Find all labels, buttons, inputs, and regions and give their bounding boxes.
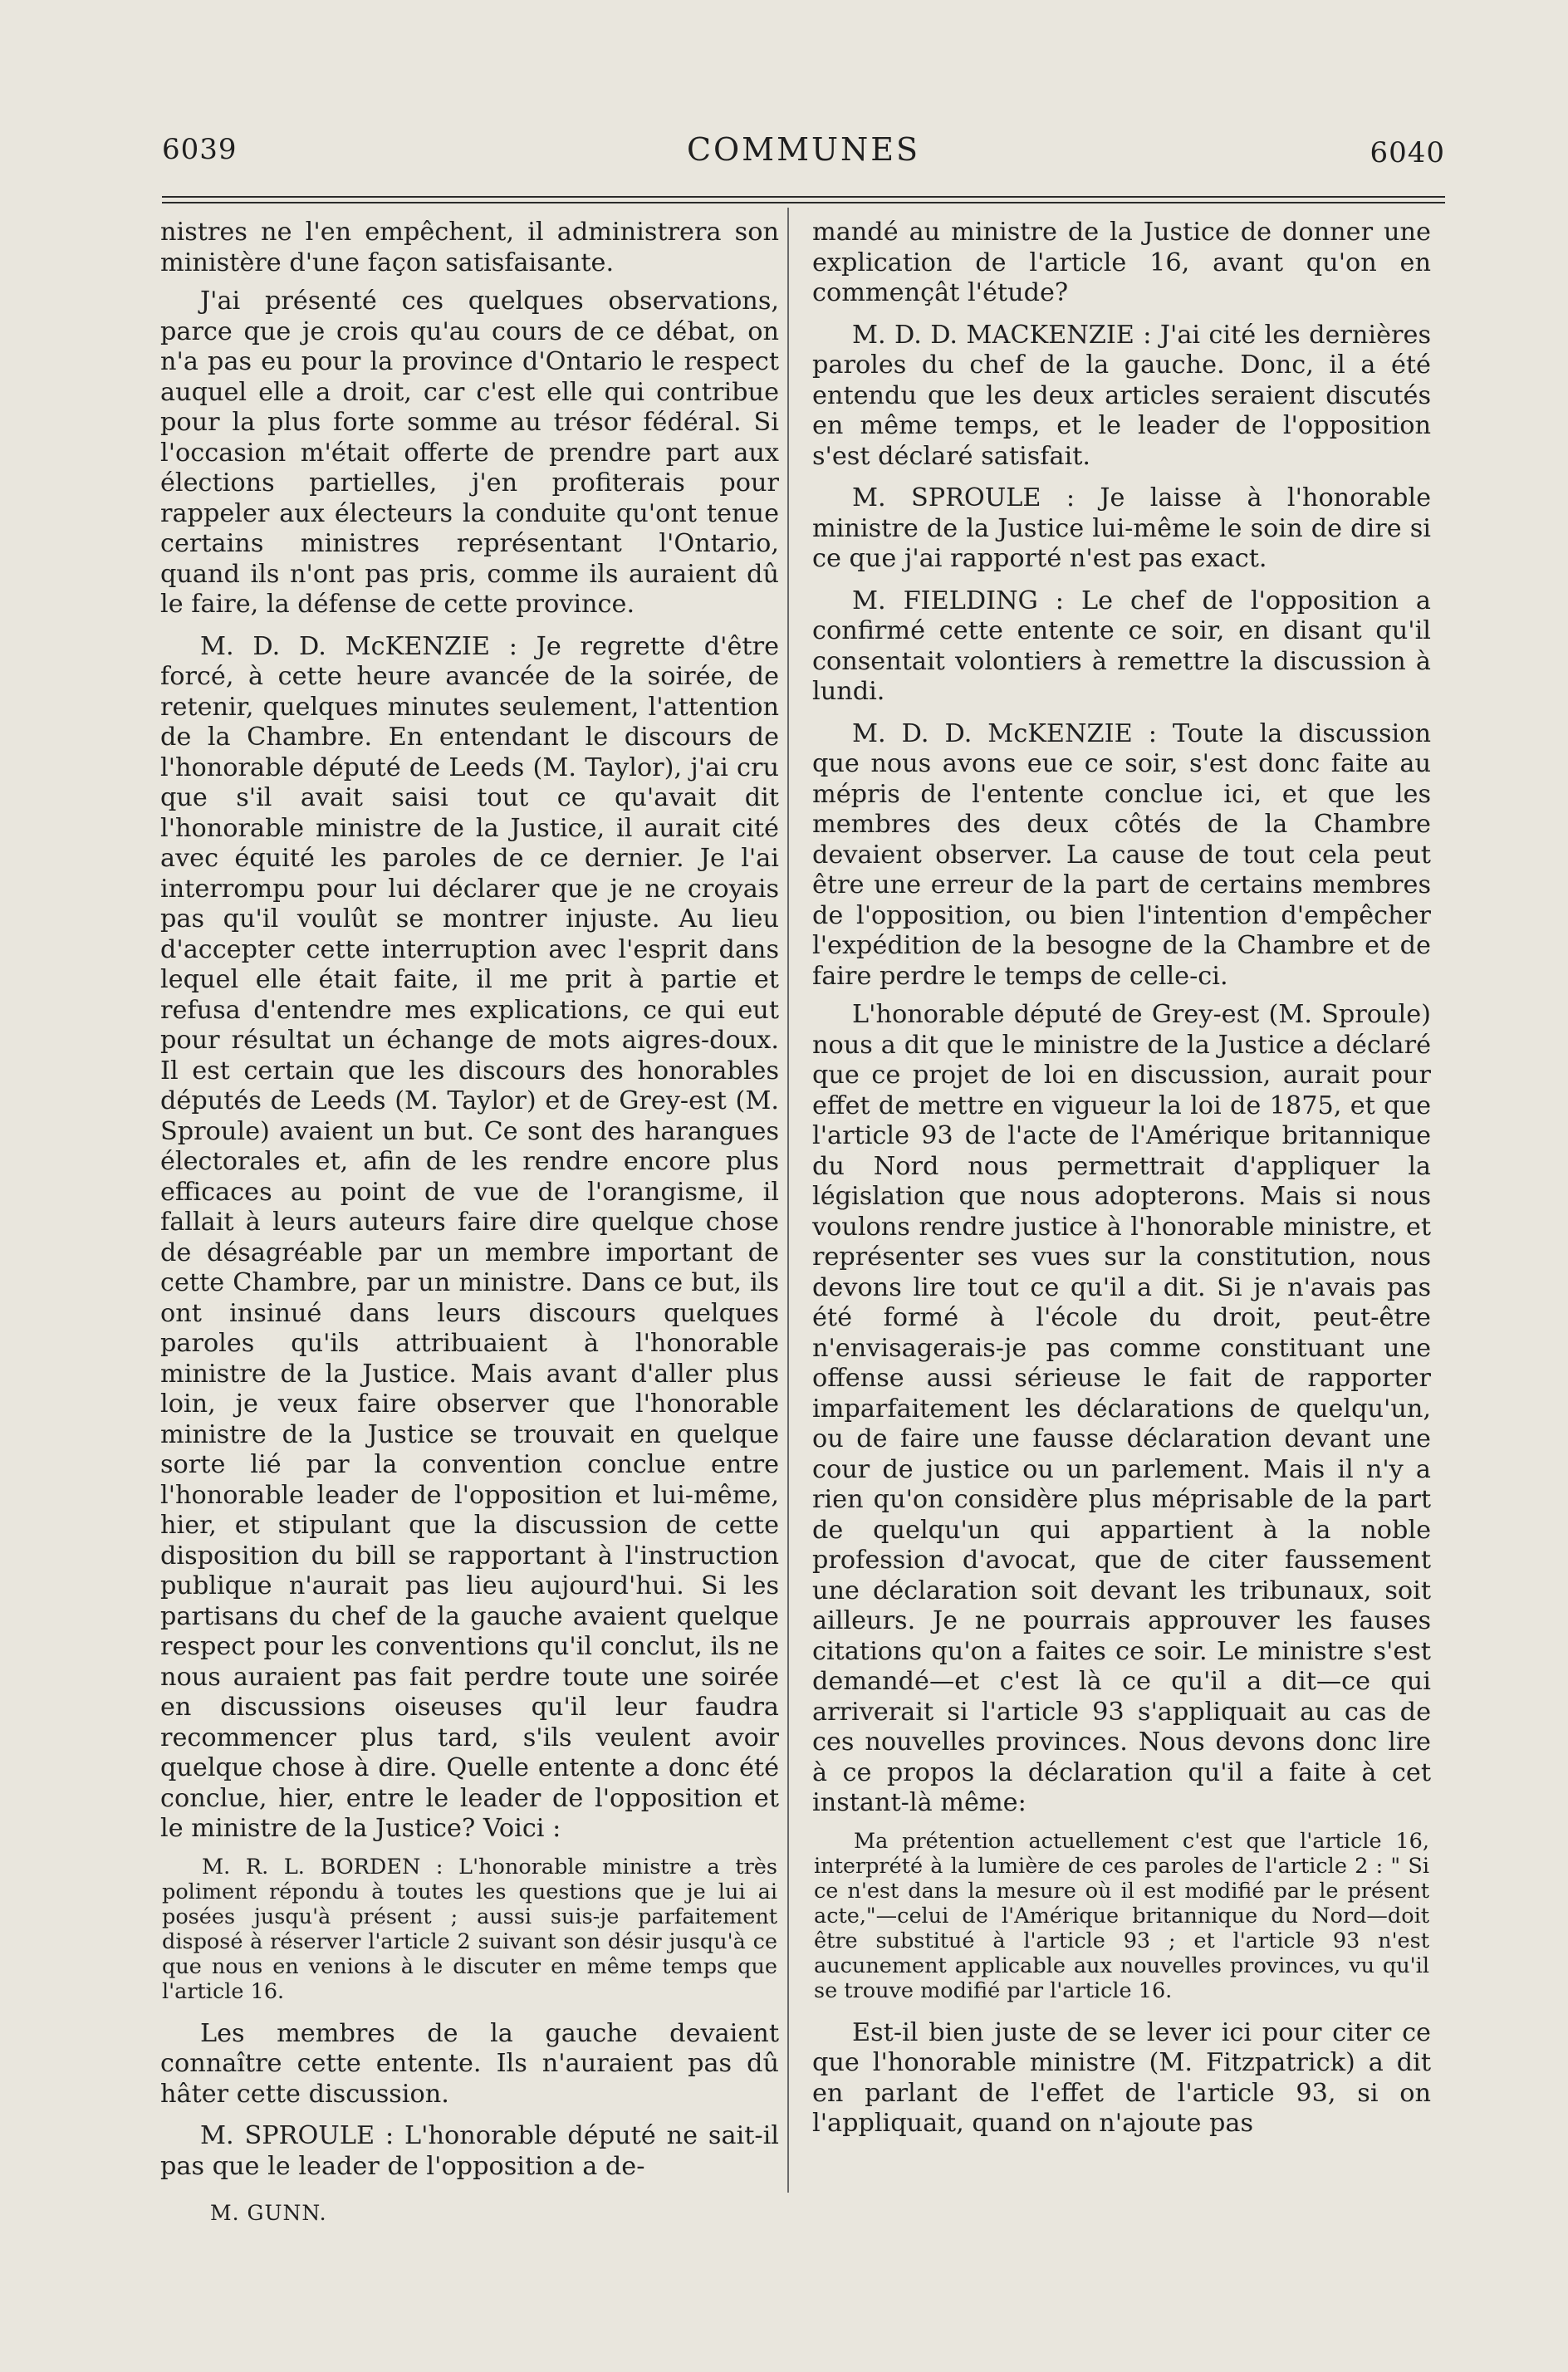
header-rule-bottom xyxy=(162,202,1445,203)
header-rule-top xyxy=(162,196,1445,198)
page-title: COMMUNES xyxy=(686,131,921,168)
right-paragraph-1: mandé au ministre de la Justice de donner une explication de l'article 16, avant qu'on en commençât l'étude? xyxy=(812,218,1431,307)
left-paragraph-5: M. SPROULE : L'honorable député ne sait-il pas que le leader de l'opposition a de- xyxy=(160,2121,779,2181)
right-paragraph-2: M. D. D. MACKENZIE : J'ai cité les dernières paroles du chef de la gauche. Donc, il a été entendu que les deux articles seraient discutés en même temps, et le leader de l'opposition s'est déclaré satisfait. xyxy=(812,320,1431,471)
right-block-quote: Ma prétention actuellement c'est que l'article 16, interprété à la lumière de ces paroles de l'article 2 : " Si ce n'est dans la mesure où il est modifié par le présent acte,"—celui de l'Amérique britannique du Nord—doit être substitué à l'article 93 ; et l'article 93 n'est aucunement applicable aux nouvelles provinces, vu qu'il se trouve modifié par l'article 16. xyxy=(814,1828,1429,2003)
left-column xyxy=(160,218,779,2229)
left-paragraph-1: nistres ne l'en empêchent, il administrera son ministère d'une façon satisfaisante. xyxy=(160,218,779,277)
page-header xyxy=(162,133,1445,174)
right-column xyxy=(812,218,1431,2148)
column-divider xyxy=(787,208,789,2193)
right-paragraph-3: M. SPROULE : Je laisse à l'honorable ministre de la Justice lui-même le soin de dire si ce que j'ai rapporté n'est pas exact. xyxy=(812,483,1431,573)
left-paragraph-2: J'ai présenté ces quelques observations, parce que je crois qu'au cours de ce débat, on n'a pas eu pour la province d'Ontario le respect auquel elle a droit, car c'est elle qui contribue pour la plus forte somme au trésor fédéral. Si l'occasion m'était offerte de prendre part aux élections partielles, j'en profiterais pour rappeler aux électeurs la conduite qu'ont tenue certains ministres représentant l'Ontario, quand ils n'ont pas pris, comme ils auraient dû le faire, la défense de cette province. xyxy=(160,287,779,619)
left-paragraph-4: Les membres de la gauche devaient connaître cette entente. Ils n'auraient pas dû hâter cette discussion. xyxy=(160,2018,779,2109)
right-paragraph-4: M. FIELDING : Le chef de l'opposition a confirmé cette entente ce soir, en disant qu'il consentait volontiers à remettre la discussion à lundi. xyxy=(812,586,1431,706)
right-paragraph-7: Est-il bien juste de se lever ici pour citer ce que l'honorable ministre (M. Fitzpatrick) a dit en parlant de l'effet de l'article 93, si on l'appliquait, quand on n'ajoute pas xyxy=(812,2017,1431,2138)
right-page-number: 6040 xyxy=(1370,136,1445,169)
left-block-quote: M. R. L. BORDEN : L'honorable ministre a très poliment répondu à toutes les questions que je lui ai posées jusqu'à présent ; aussi suis-je parfaitement disposé à réserver l'article 2 suivant son désir jusqu'à ce que nous en venions à le discuter en même temps que l'article 16. xyxy=(162,1854,777,2004)
right-paragraph-6: L'honorable député de Grey-est (M. Sproule) nous a dit que le ministre de la Justice a déclaré que ce projet de loi en discussion, aurait pour effet de mettre en vigueur la loi de 1875, et que l'article 93 de l'acte de l'Amérique britannique du Nord nous permettrait d'appliquer la législation que nous adopterons. Mais si nous voulons rendre justice à l'honorable ministre, et représenter ses vues sur la constitution, nous devons lire tout ce qu'il a dit. Si je n'avais pas été formé à l'école du droit, peut-être n'envisagerais-je pas comme constituant une offense aussi sérieuse le fait de rapporter imparfaitement les déclarations de quelqu'un, ou de faire une fausse déclaration devant une cour de justice ou un parlement. Mais il n'y a rien qu'on considère plus méprisable de la part de quelqu'un qui appartient à la noble profession d'avocat, que de citer faussement une déclaration soit devant les tribunaux, soit ailleurs. Je ne pourrais approuver les fauses citations qu'on a faites ce soir. Le ministre s'est demandé—et c'est là ce qu'il a dit—ce qui arriverait si l'article 93 s'appliquait au cas de ces nouvelles provinces. Nous devons donc lire à ce propos la déclaration qu'il a faite à cet instant-là même: xyxy=(812,1000,1431,1817)
left-page-number: 6039 xyxy=(162,133,238,166)
left-paragraph-3: M. D. D. McKENZIE : Je regrette d'être forcé, à cette heure avancée de la soirée, de retenir, quelques minutes seulement, l'attention de la Chambre. En entendant le discours de l'honorable député de Leeds (M. Taylor), j'ai cru que s'il avait saisi tout ce qu'avait dit l'honorable ministre de la Justice, il aurait cité avec équité les paroles de ce dernier. Je l'ai interrompu pour lui déclarer que je ne croyais pas qu'il voulût se montrer injuste. Au lieu d'accepter cette interruption avec l'esprit dans lequel elle était faite, il me prit à partie et refusa d'entendre mes explications, ce qui eut pour résultat un échange de mots aigres-doux. Il est certain que les discours des honorables députés de Leeds (M. Taylor) et de Grey-est (M. Sproule) avaient un but. Ce sont des harangues électorales et, afin de les rendre encore plus efficaces au point de vue de l'orangisme, il fallait à leurs auteurs faire dire quelque chose de désagréable par un membre important de cette Chambre, par un ministre. Dans ce but, ils ont insinué dans leurs discours quelques paroles qu'ils attribuaient à l'honorable ministre de la Justice. Mais avant d'aller plus loin, je veux faire observer que l'honorable ministre de la Justice se trouvait en quelque sorte lié par la convention conclue entre l'honorable leader de l'opposition et lui-même, hier, et stipulant que la discussion de cette disposition du bill se rapportant à l'instruction publique n'aurait pas lieu aujourd'hui. Si les partisans du chef de la gauche avaient quelque respect pour les conventions qu'il conclut, ils ne nous auraient pas fait perdre toute une soirée en discussions oiseuses qu'il leur faudra recommencer plus tard, s'ils veulent avoir quelque chose à dire. Quelle entente a donc été conclue, hier, entre le leader de l'opposition et le ministre de la Justice? Voici : xyxy=(160,631,779,1843)
right-paragraph-5: M. D. D. McKENZIE : Toute la discussion que nous avons eue ce soir, s'est donc faite au mépris de l'entente conclue ici, et que les membres des deux côtés de la Chambre devaient observer. La cause de tout cela peut être une erreur de la part de certains membres de l'opposition, ou bien l'intention d'empêcher l'expédition de la besogne de la Chambre et de faire perdre le temps de celle-ci. xyxy=(812,718,1431,991)
column-footer-label: M. GUNN. xyxy=(210,2201,327,2225)
